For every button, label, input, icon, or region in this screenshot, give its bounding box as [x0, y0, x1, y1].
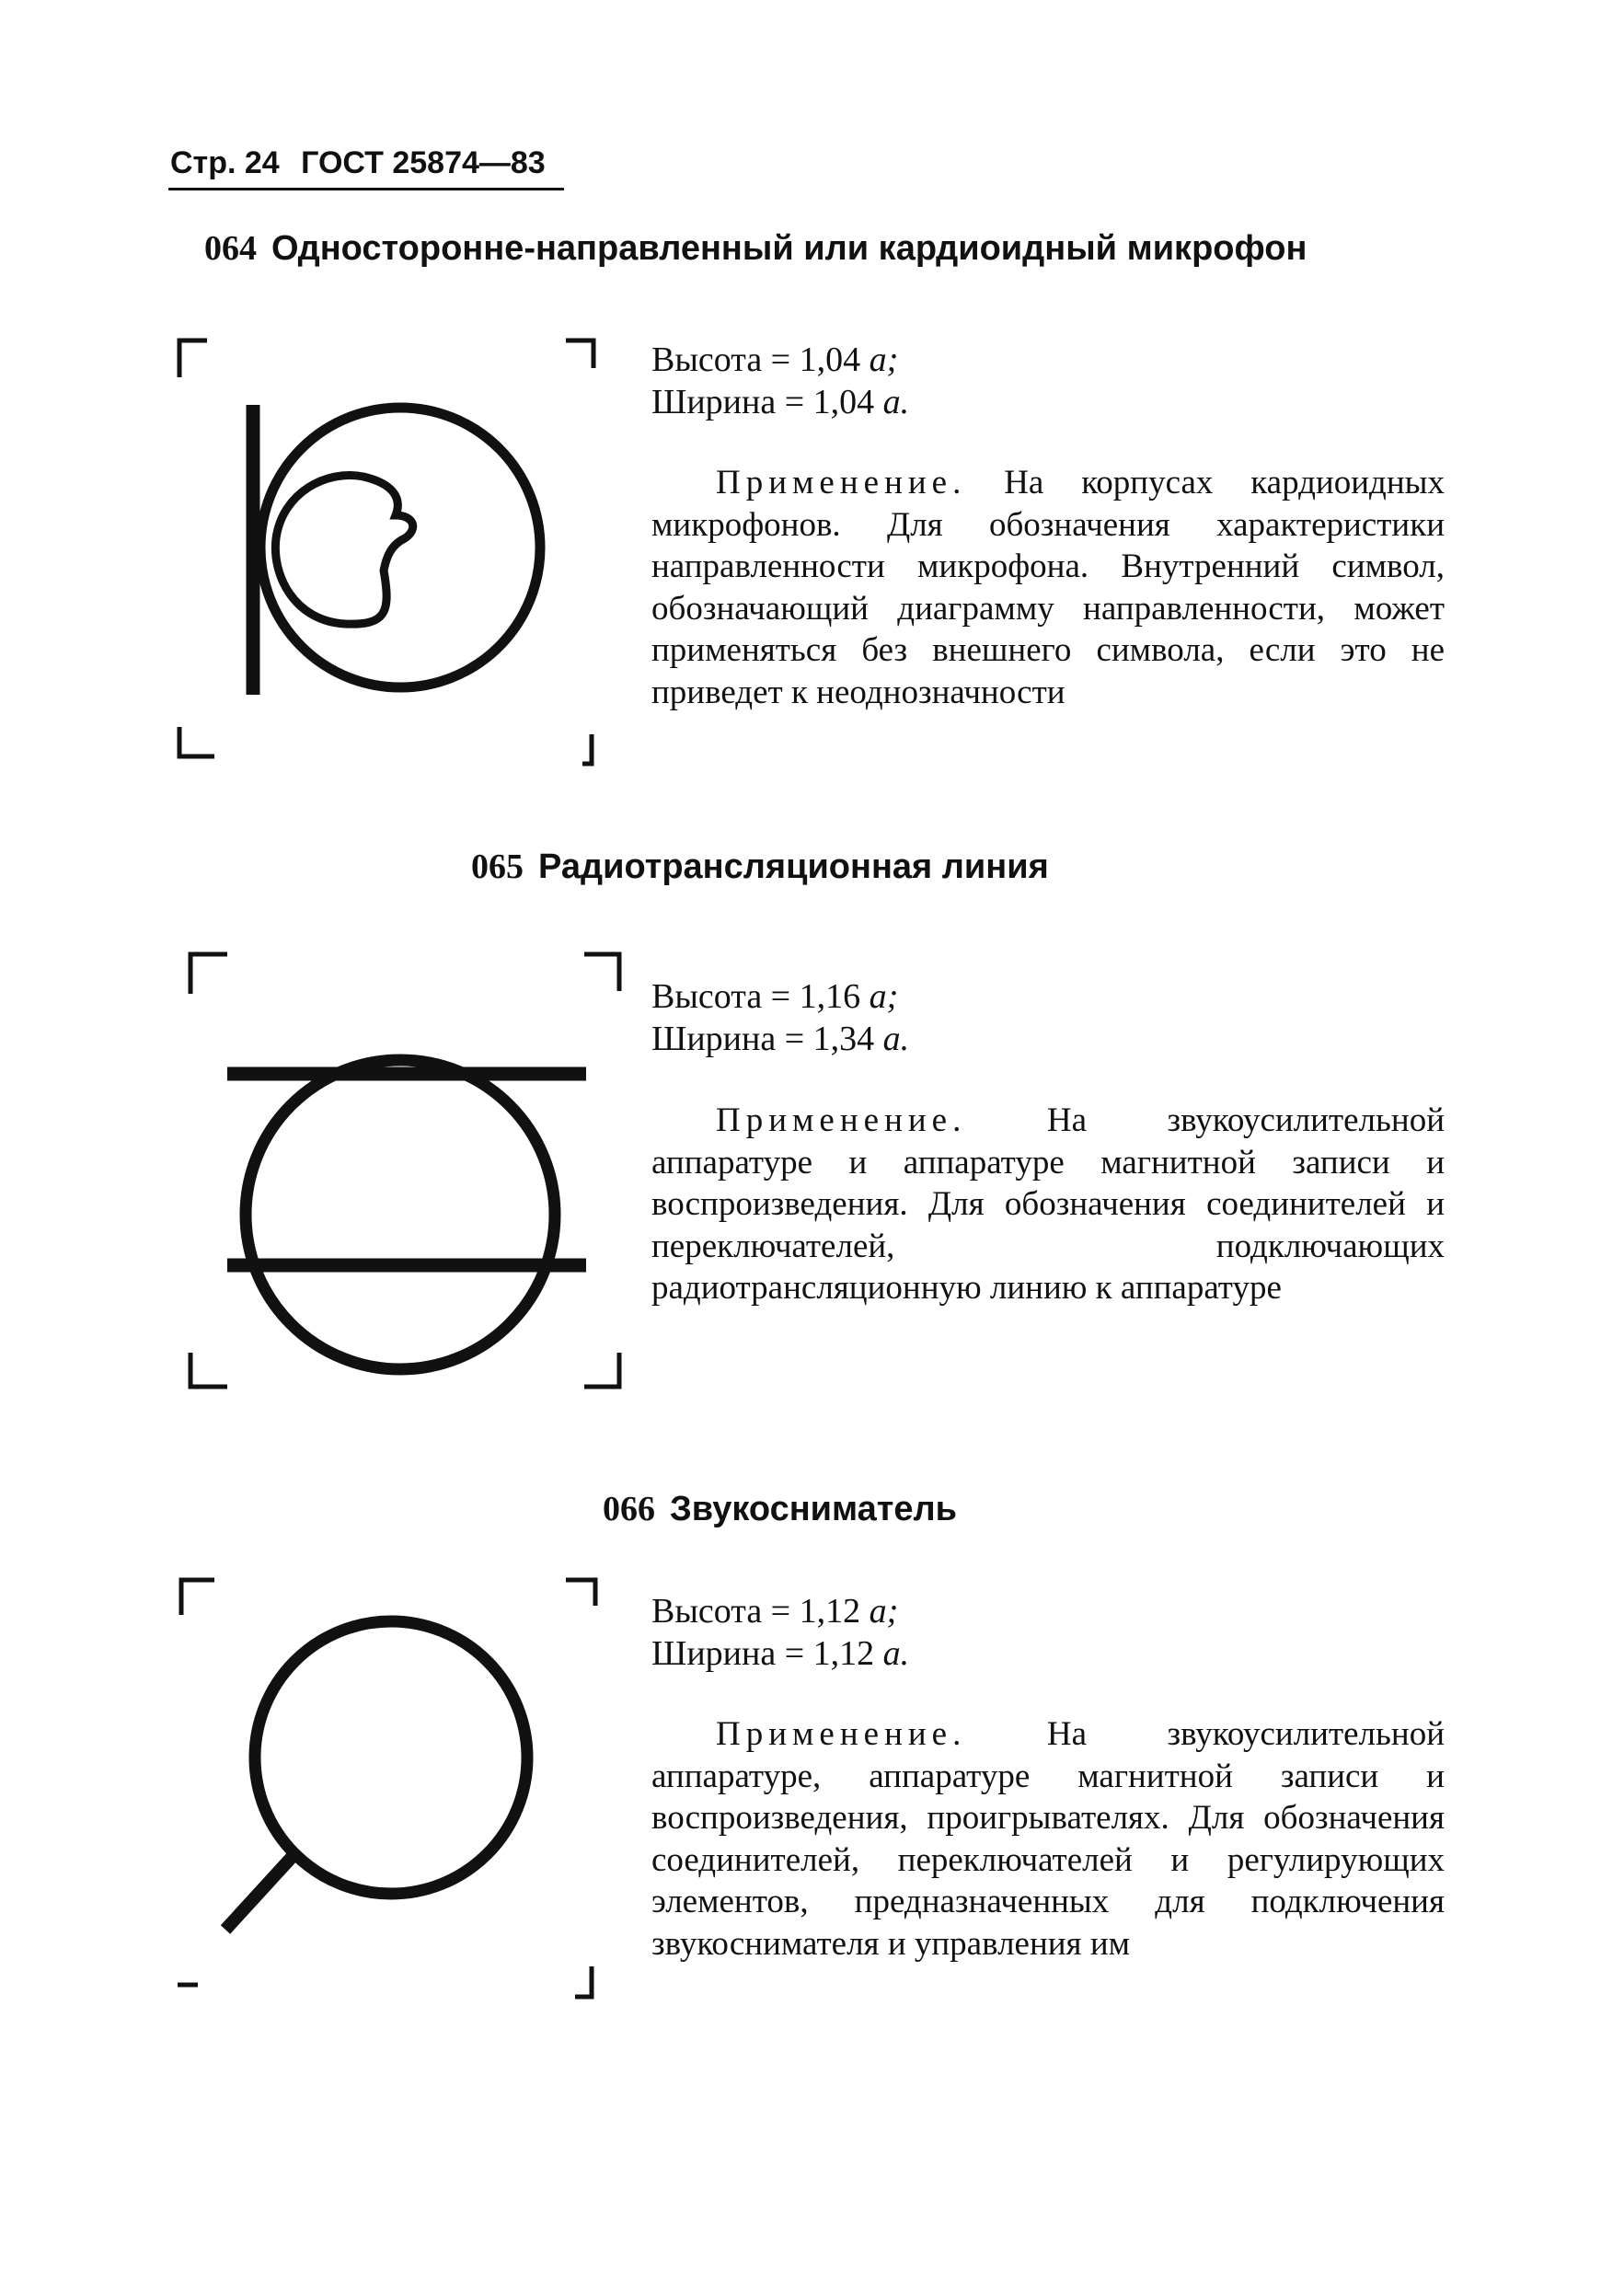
usage-065: [651, 1100, 1445, 1309]
width-value: Ширина = 1,12 а.: [651, 1634, 910, 1673]
usage-lead: Применение.: [716, 1101, 967, 1139]
section-title-064: [204, 228, 1307, 269]
usage-text: На звукоусилительной аппаратуре и аппаратуре магнитной записи и воспроизведения. Для обозначения соединителей и переключателей, подключающих радиотрансляционную линию к аппаратуре: [651, 1101, 1445, 1307]
section-title-text: Односторонне-направленный или кардиоидный микрофон: [271, 229, 1307, 268]
section-number: 065: [471, 847, 524, 886]
dimensions-064: [651, 339, 909, 423]
running-head: [170, 145, 546, 181]
cardioid-microphone-drawing: [170, 331, 612, 773]
usage-lead: Применение.: [716, 1715, 967, 1753]
radio-broadcast-line-icon: [179, 943, 639, 1403]
corner-marks: [178, 1580, 595, 1997]
section-title-text: Звукосниматель: [670, 1490, 958, 1528]
height-value: Высота = 1,04 а;: [651, 340, 899, 379]
dimensions-066: [651, 1590, 909, 1675]
radio-line-drawing: [179, 943, 639, 1403]
cardioid-microphone-icon: [170, 331, 612, 773]
usage-064: [651, 462, 1445, 713]
usage-066: [651, 1713, 1445, 1965]
usage-text: На корпусах кардиоидных микрофонов. Для обозначения характеристики направленности микрофона. Внутренний символ, обозначающий диаграмму направленности, может применяться без внешнего символа, если это не приведет к неоднозначности: [651, 464, 1445, 711]
standard-number: ГОСТ 25874—83: [301, 145, 546, 180]
section-title-066: [603, 1489, 957, 1529]
width-value: Ширина = 1,34 а.: [651, 1020, 910, 1058]
pickup-icon: [170, 1569, 612, 2011]
dimensions-065: [651, 975, 909, 1060]
height-value: Высота = 1,16 а;: [651, 977, 899, 1016]
cardioid-pattern: [275, 476, 412, 625]
width-value: Ширина = 1,04 а.: [651, 383, 910, 421]
section-number: 066: [603, 1490, 655, 1528]
section-number: 064: [204, 229, 257, 268]
section-title-text: Радиотрансляционная линия: [538, 847, 1049, 886]
section-title-065: [471, 847, 1049, 887]
header-rule: [168, 188, 564, 190]
circle: [255, 1621, 527, 1894]
height-value: Высота = 1,12 а;: [651, 1592, 899, 1631]
pickup-drawing: [170, 1569, 612, 2011]
stylus-line: [225, 1854, 294, 1930]
usage-lead: Применение.: [716, 464, 967, 501]
outer-circle: [260, 408, 540, 687]
page-label: Стр. 24: [170, 145, 280, 180]
usage-text: На звукоусилительной аппаратуре, аппаратуре магнитной записи и воспроизведения, проигрывателях. Для обозначения соединителей, переключателей и регулирующих элементов, предназначенных для подключения звукоснимателя и управления им: [651, 1715, 1445, 1963]
circle: [246, 1060, 555, 1369]
